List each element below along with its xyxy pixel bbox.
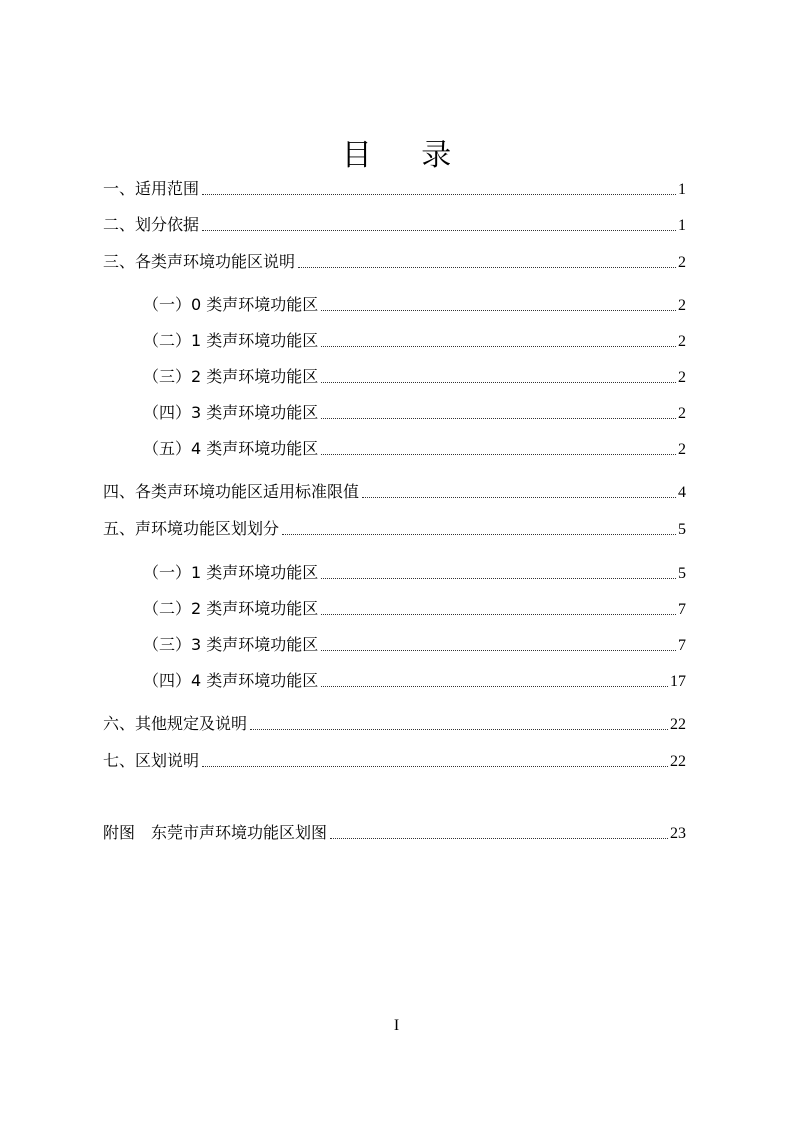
toc-entry-label: （一）1 类声环境功能区: [143, 563, 319, 582]
dot-leader: [202, 193, 676, 195]
dot-leader: [298, 266, 676, 268]
toc-entry-page: 2: [678, 297, 686, 314]
toc-entry[interactable]: [0, 402, 793, 424]
toc-entry[interactable]: [0, 178, 793, 200]
toc-entry-label: （五）4 类声环境功能区: [143, 439, 319, 458]
toc-entry[interactable]: [0, 598, 793, 620]
dot-leader: [321, 453, 676, 455]
dot-leader: [362, 496, 676, 498]
toc-entry[interactable]: [0, 438, 793, 460]
toc-entry-page: 2: [678, 405, 686, 422]
toc-entry[interactable]: [0, 713, 793, 735]
toc-entry[interactable]: [0, 634, 793, 656]
toc-entry-page: 7: [678, 637, 686, 654]
dot-leader: [321, 417, 676, 419]
toc-entry-label: 四、各类声环境功能区适用标准限值: [103, 482, 360, 501]
dot-leader: [282, 533, 676, 535]
toc-entry-page: 23: [670, 825, 686, 842]
dot-leader: [202, 765, 668, 767]
toc-entry-label: （二）1 类声环境功能区: [143, 331, 319, 350]
toc-entry-label: 七、区划说明: [103, 751, 200, 770]
toc-entry-page: 2: [678, 333, 686, 350]
toc-entry-page: 5: [678, 565, 686, 582]
dot-leader: [250, 728, 668, 730]
toc-entry-page: 2: [678, 369, 686, 386]
dot-leader: [321, 345, 676, 347]
toc-entry-appendix[interactable]: [0, 822, 793, 844]
toc-entry-page: 7: [678, 601, 686, 618]
dot-leader: [202, 229, 676, 231]
dot-leader: [321, 685, 668, 687]
toc-entry-page: 22: [670, 716, 686, 733]
page-title: 目 录: [341, 138, 472, 173]
toc-entry[interactable]: [0, 294, 793, 316]
toc-entry-page: 1: [678, 181, 686, 198]
toc-entry[interactable]: [0, 214, 793, 236]
toc-entry-page: 17: [670, 673, 686, 690]
dot-leader: [321, 309, 676, 311]
dot-leader: [321, 649, 676, 651]
dot-leader: [321, 613, 676, 615]
dot-leader: [330, 837, 668, 839]
toc-entry-page: 1: [678, 217, 686, 234]
dot-leader: [321, 381, 676, 383]
toc-entry[interactable]: [0, 670, 793, 692]
toc-entry-page: 2: [678, 441, 686, 458]
toc-entry-page: 5: [678, 521, 686, 538]
toc-entry-label: 三、各类声环境功能区说明: [103, 252, 296, 271]
toc-entry-label: （二）2 类声环境功能区: [143, 599, 319, 618]
toc-entry-page: 2: [678, 254, 686, 271]
toc-entry[interactable]: [0, 251, 793, 273]
toc-entry[interactable]: [0, 330, 793, 352]
toc-entry[interactable]: [0, 562, 793, 584]
toc-entry-label: （一）0 类声环境功能区: [143, 295, 319, 314]
toc-entry-label: （三）3 类声环境功能区: [143, 635, 319, 654]
toc-entry-label: 附图 东莞市声环境功能区划图: [103, 823, 328, 842]
dot-leader: [321, 577, 676, 579]
toc-entry[interactable]: [0, 366, 793, 388]
toc-entry-label: （四）3 类声环境功能区: [143, 403, 319, 422]
toc-entry-label: 五、声环境功能区划划分: [103, 519, 280, 538]
toc-entry[interactable]: [0, 481, 793, 503]
toc-entry-label: 二、划分依据: [103, 215, 200, 234]
toc-entry[interactable]: [0, 518, 793, 540]
toc-entry-label: 一、适用范围: [103, 179, 200, 198]
toc-entry-label: 六、其他规定及说明: [103, 714, 248, 733]
toc-entry-label: （四）4 类声环境功能区: [143, 671, 319, 690]
footer-page-number: I: [393, 1017, 400, 1034]
toc-entry-label: （三）2 类声环境功能区: [143, 367, 319, 386]
toc-entry-page: 4: [678, 484, 686, 501]
toc-entry[interactable]: [0, 750, 793, 772]
toc-entry-page: 22: [670, 753, 686, 770]
